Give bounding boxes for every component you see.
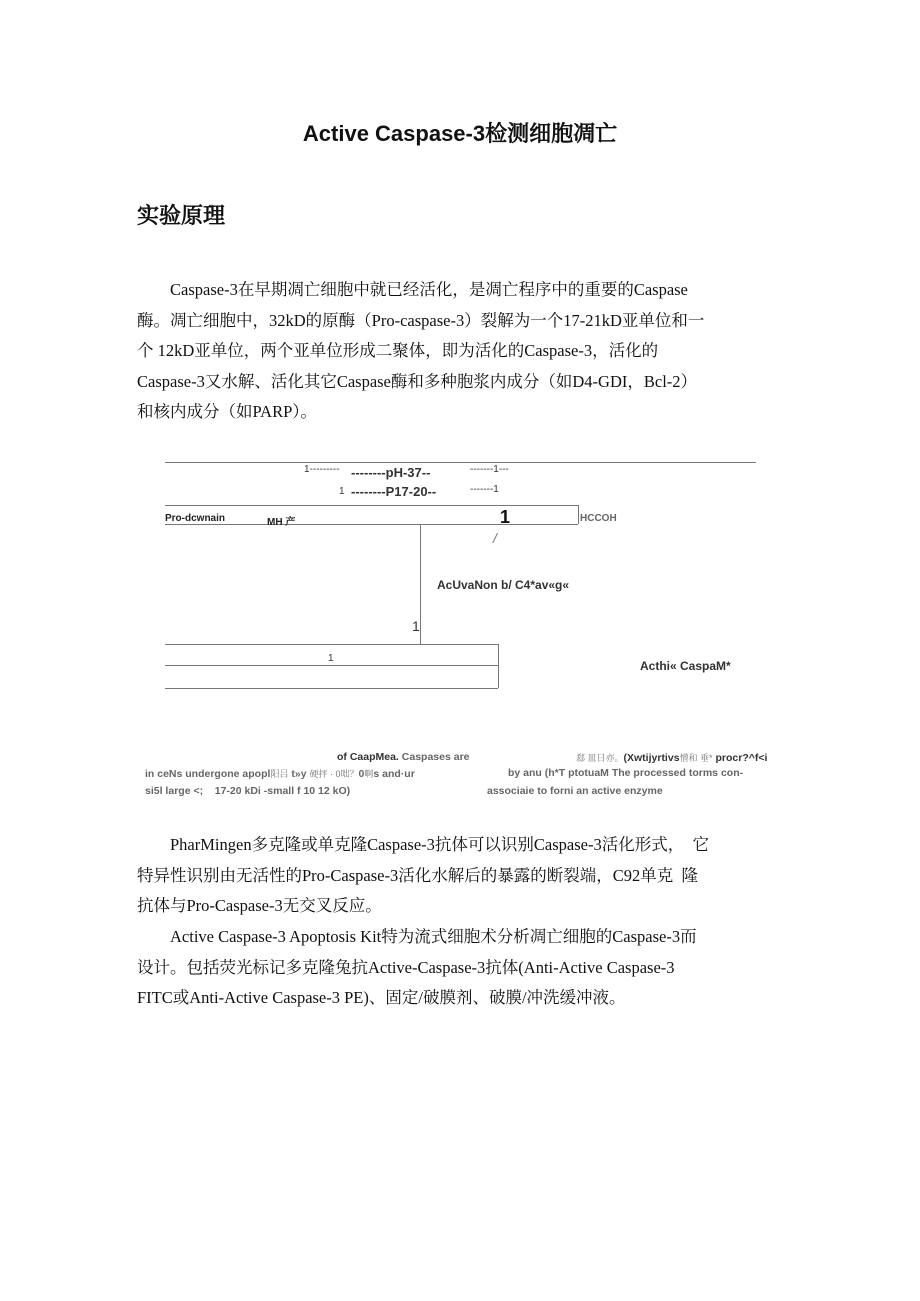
caption-text: of CaapMea. — [337, 751, 399, 763]
caption-text: 啊 — [364, 769, 374, 779]
p17-20-label: --------P17-20-- — [351, 484, 437, 499]
caption-line1-left — [337, 751, 470, 763]
active-bar-marker: 1 — [328, 653, 334, 664]
row2-right-marker: -------1 — [470, 484, 499, 495]
row1-right-marker: -------1--- — [470, 464, 509, 475]
activation-connector — [420, 524, 421, 644]
active-caspase-label: Acthi« CaspaM* — [640, 659, 731, 673]
active-bar-bottom — [165, 688, 498, 689]
paragraph-line: 酶。凋亡细胞中，32kD的原酶（Pro-caspase-3）裂解为一个17-21kD亚单位和一 — [137, 310, 705, 330]
caption-text: 咄？ — [340, 769, 359, 779]
caption-text: s and·ur — [373, 768, 415, 780]
active-bar-top — [165, 644, 498, 645]
procaspase-bar-bottom — [165, 524, 578, 525]
caption-text: (Xwtijyrtivs — [623, 752, 680, 764]
section-heading: 实验原理 — [137, 203, 226, 228]
active-bar-end — [498, 644, 499, 688]
prodomain-label: Pro-dcwnain — [165, 513, 226, 524]
paragraph-line: 设计。包括荧光标记多克隆兔抗Active-Caspase-3抗体(Anti-Active Caspase-3 — [137, 957, 675, 977]
paragraph-line: Caspase-3在早期凋亡细胞中就已经活化，是凋亡程序中的重要的Caspase — [170, 280, 688, 299]
paragraph-line: FITC或Anti-Active Caspase-3 PE)、固定/破膜剂、破膜/冲洗缓冲液。 — [137, 988, 626, 1007]
paragraph-line: 和核内成分（如PARP）。 — [137, 402, 318, 421]
active-bar-middle — [165, 665, 498, 666]
caption-text: procr?^f<i — [712, 752, 768, 764]
caption-text: 硬抨 · 0 — [309, 769, 341, 779]
caption-text: 0 — [358, 768, 365, 780]
cleavage-marker: 1 — [500, 507, 511, 527]
paragraph-intro — [137, 275, 787, 428]
caption-text: t»y — [288, 768, 310, 780]
diagram-top-rule — [165, 462, 756, 463]
paragraph-kit — [137, 922, 787, 1014]
procaspase-bar-end — [578, 505, 579, 524]
paragraph-line: Active Caspase-3 Apoptosis Kit特为流式细胞术分析凋亡细胞的Caspase-3而 — [170, 927, 697, 946]
document-title: Active Caspase-3检测细胞凋亡 — [302, 121, 618, 146]
caption-text: 阳吕 — [270, 769, 289, 779]
paragraph-line: 特异性识别由无活性的Pro-Caspase-3活化水解后的暴露的断裂端，C92单克 隆 — [137, 865, 698, 885]
row2-left-marker: 1 — [339, 486, 345, 497]
paragraph-line: Caspase-3又水解、活化其它Caspase酶和多种胞浆内成分（如D4-GDI，Bcl-2） — [137, 371, 698, 391]
caption-text: 郄 皿日亦。 — [576, 753, 624, 763]
ph37-label: --------pH-37-- — [351, 465, 431, 480]
activation-label: AcUvaNon b/ C4*av«g« — [437, 578, 570, 592]
mh-label: MH 产 — [267, 517, 296, 528]
row1-left-marker: 1--------- — [304, 464, 340, 475]
paragraph-line: 抗体与Pro-Caspase-3无交叉反应。 — [137, 896, 382, 915]
caption-text: Caspases are — [398, 751, 470, 763]
caption-line2-left — [145, 767, 415, 780]
paragraph-line: PharMingen多克隆或单克隆Caspase-3抗体可以识别Caspase-3活化形式， 它 — [170, 835, 709, 854]
caption-text: 憎和 垂* — [679, 753, 713, 763]
connector-marker: 1 — [412, 618, 420, 634]
caption-line3-right: associaie to forni an active enzyme — [487, 785, 663, 797]
caption-line3-left: si5l large <; 17-20 kDi -small f 10 12 kO) — [145, 785, 351, 797]
slash-mark: / — [493, 530, 497, 546]
caption-text: in ceNs undergone apopl — [145, 768, 271, 780]
paragraph-antibody — [137, 830, 787, 922]
hccoh-label: HCCOH — [580, 513, 617, 524]
caption-line1-right — [576, 751, 767, 764]
caption-line2-right: by anu (h*T ptotuaM The processed torms con- — [508, 767, 744, 779]
paragraph-line: 个 12kD亚单位，两个亚单位形成二聚体，即为活化的Caspase-3，活化的 — [137, 341, 659, 360]
procaspase-bar-top — [165, 505, 578, 506]
